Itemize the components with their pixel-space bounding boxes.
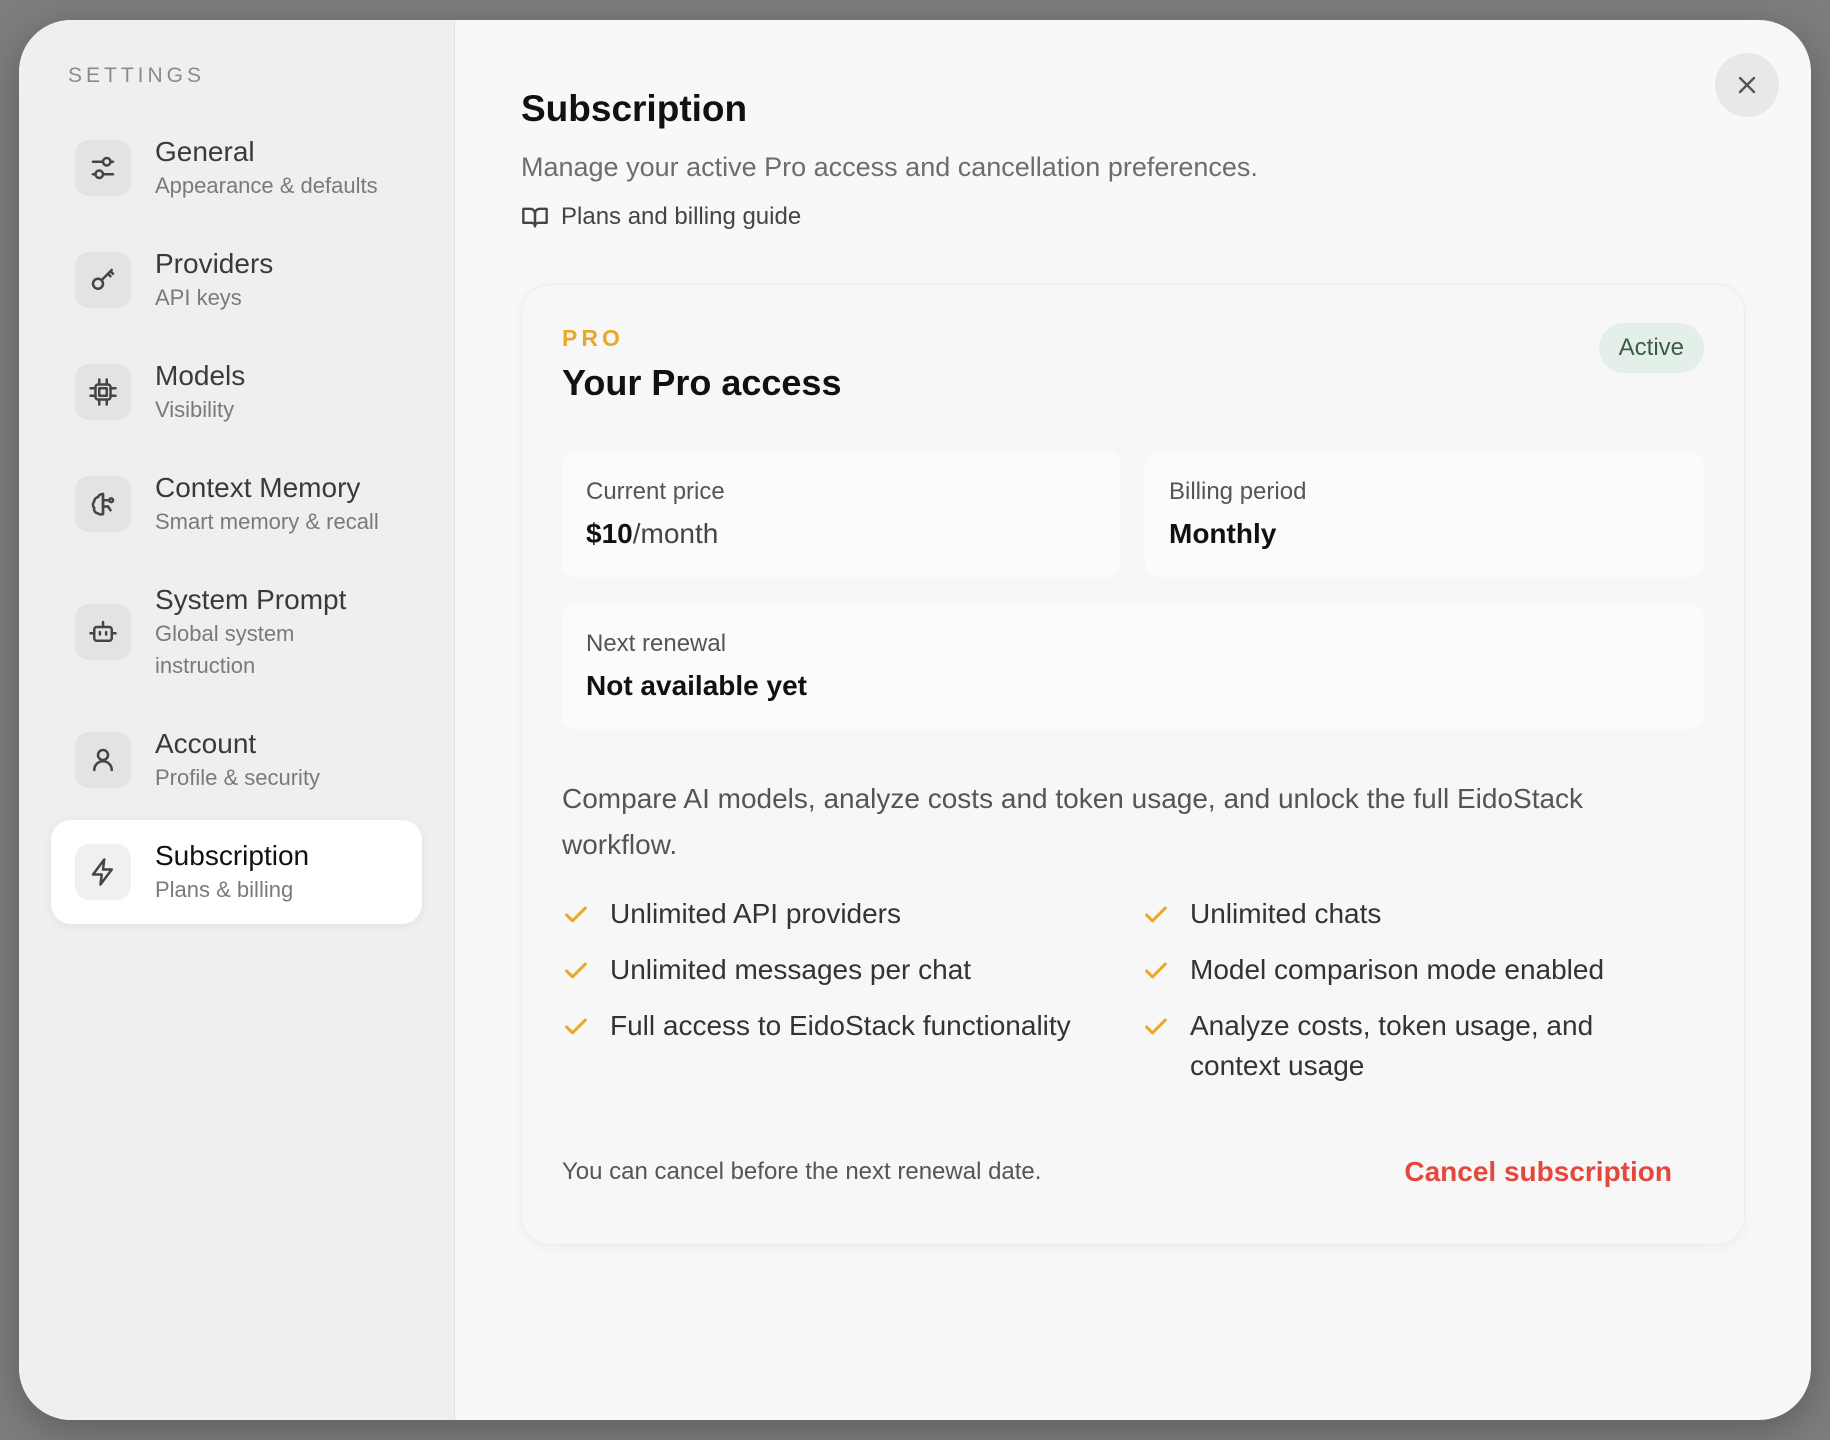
cancel-note: You can cancel before the next renewal date. bbox=[562, 1158, 1042, 1185]
feature-text: Analyze costs, token usage, and context usage bbox=[1190, 1010, 1594, 1081]
sidebar-item-subtitle: Profile & security bbox=[155, 765, 321, 790]
cpu-icon bbox=[75, 364, 131, 420]
subscription-panel bbox=[455, 20, 1811, 1420]
sidebar-item-context-memory[interactable] bbox=[51, 452, 422, 556]
settings-sidebar bbox=[19, 20, 455, 1420]
check-icon bbox=[1142, 900, 1170, 928]
user-icon bbox=[75, 732, 131, 788]
zap-icon bbox=[75, 844, 131, 900]
feature-item bbox=[562, 894, 1142, 934]
sidebar-item-system-prompt[interactable] bbox=[51, 564, 422, 700]
feature-text: Unlimited chats bbox=[1190, 898, 1382, 929]
sidebar-item-subtitle: API keys bbox=[155, 285, 242, 310]
feature-item bbox=[1142, 950, 1704, 990]
sidebar-item-subtitle: Plans & billing bbox=[155, 877, 294, 902]
cancel-subscription-button[interactable]: Cancel subscription bbox=[1404, 1156, 1672, 1187]
brain-icon bbox=[75, 476, 131, 532]
feature-text: Unlimited messages per chat bbox=[610, 954, 972, 985]
feature-item bbox=[562, 950, 1142, 990]
current-price-stat bbox=[562, 450, 1121, 578]
settings-modal bbox=[19, 20, 1811, 1420]
sidebar-item-title: Providers bbox=[155, 248, 274, 279]
feature-text: Unlimited API providers bbox=[610, 898, 902, 929]
feature-item bbox=[562, 1006, 1142, 1086]
sidebar-item-subtitle: Appearance & defaults bbox=[155, 173, 378, 198]
check-icon bbox=[562, 900, 590, 928]
status-badge: Active bbox=[1599, 323, 1704, 373]
sidebar-item-subtitle: Smart memory & recall bbox=[155, 509, 379, 534]
sidebar-item-title: General bbox=[155, 136, 255, 167]
sidebar-item-subtitle: Global system instruction bbox=[155, 621, 295, 678]
next-renewal-stat bbox=[562, 602, 1704, 730]
plan-stats bbox=[562, 450, 1704, 730]
feature-text: Model comparison mode enabled bbox=[1190, 954, 1605, 985]
billing-guide-label: Plans and billing guide bbox=[561, 203, 802, 230]
sliders-icon bbox=[75, 140, 131, 196]
feature-item bbox=[1142, 894, 1704, 934]
feature-item bbox=[1142, 1006, 1704, 1086]
plan-card bbox=[521, 284, 1745, 1245]
stat-label: Billing period bbox=[1169, 478, 1307, 505]
price-unit: /month bbox=[632, 518, 719, 549]
sidebar-heading: SETTINGS bbox=[68, 64, 206, 87]
page-subtitle: Manage your active Pro access and cancellation preferences. bbox=[521, 152, 1258, 182]
sidebar-item-title: System Prompt bbox=[155, 584, 347, 615]
sidebar-item-general[interactable] bbox=[51, 116, 422, 220]
check-icon bbox=[562, 956, 590, 984]
sidebar-item-providers[interactable] bbox=[51, 228, 422, 332]
stat-label: Next renewal bbox=[586, 630, 727, 657]
plan-tag: PRO bbox=[562, 325, 624, 351]
billing-guide-link[interactable] bbox=[521, 203, 801, 231]
sidebar-item-subscription[interactable] bbox=[51, 820, 422, 924]
price-amount: $10 bbox=[586, 518, 633, 549]
sidebar-item-subtitle: Visibility bbox=[155, 397, 235, 422]
sidebar-item-title: Models bbox=[155, 360, 246, 391]
stat-value bbox=[586, 518, 1097, 550]
sidebar-item-title: Subscription bbox=[155, 840, 310, 871]
page-title: Subscription bbox=[521, 88, 748, 129]
feature-list bbox=[562, 894, 1704, 1086]
sidebar-item-models[interactable] bbox=[51, 340, 422, 444]
stat-value: Monthly bbox=[1169, 518, 1277, 549]
stat-value: Not available yet bbox=[586, 670, 807, 701]
close-icon bbox=[1735, 73, 1759, 97]
sidebar-item-title: Account bbox=[155, 728, 257, 759]
stat-label: Current price bbox=[586, 478, 725, 505]
sidebar-item-account[interactable] bbox=[51, 708, 422, 812]
feature-text: Full access to EidoStack functionality bbox=[610, 1010, 1071, 1041]
bot-icon bbox=[75, 604, 131, 660]
plan-footer bbox=[562, 1156, 1704, 1188]
check-icon bbox=[562, 1012, 590, 1040]
close-button[interactable] bbox=[1715, 53, 1779, 117]
plan-title: Your Pro access bbox=[562, 362, 842, 403]
sidebar-item-title: Context Memory bbox=[155, 472, 361, 503]
plan-description: Compare AI models, analyze costs and token usage, and unlock the full EidoStack workflow. bbox=[562, 783, 1584, 860]
key-icon bbox=[75, 252, 131, 308]
check-icon bbox=[1142, 956, 1170, 984]
billing-period-stat bbox=[1145, 450, 1704, 578]
check-icon bbox=[1142, 1012, 1170, 1040]
book-icon bbox=[521, 203, 549, 231]
